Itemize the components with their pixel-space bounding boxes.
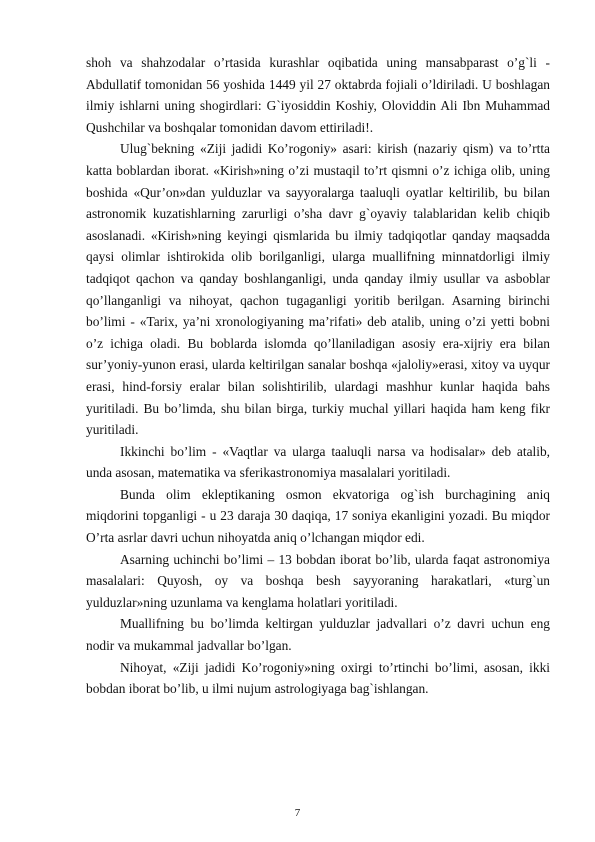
page-number: 7 [294, 807, 301, 819]
paragraph: Ulug`bekning «Ziji jadidi Ko’rogoniy» asari: kirish (nazariy qism) va to’rtta katta boblardan iborat. «Kirish»ning o’zi mustaqil to’rt qismni o’z ichiga olib, uning boshida «Qur’on»dan yulduzlar va sayyoralarga taaluqli oyatlar keltirilib, bu bilan astronomik kuzatishlarning zarurligi o’sha davr g`oyaviy talablaridan kelib chiqib asoslanadi. «Kirish»ning keyingi qismlarida bu ilmiy tadqiqotlar qanday maqsadda qaysi olimlar ishtirokida olib borilganligi, ularga muallifning minnatdorligi ilmiy tadqiqot qachon va qanday boshlanganligi, unda qanday ilmiy usullar va asboblar qo’llanganligi va nihoyat, qachon tugaganligi yoritib berilgan. Asarning birinchi bo’limi - «Tarix, ya’ni xronologiyaning ma’rifati» deb atalib, uning o’zi yetti bobni o’z ichiga oladi. Bu boblarda islomda qo’llaniladigan asosiy era-xijriy era bilan sur’yoniy-yunon erasi, ularda keltirilgan sanalar boshqa «jaloliy»erasi, xitoy va uyqur erasi, hind-forsiy eralar bilan solishtirilib, ulardagi mashhur kunlar haqida bahs yuritiladi. Bu bo’limda, shu bilan birga, turkiy muchal yillari haqida ham keng fikr yuritiladi. [86, 141, 550, 438]
paragraph: Nihoyat, «Ziji jadidi Ko’rogoniy»ning oxirgi to’rtinchi bo’limi, asosan, ikki bobdan iborat bo’lib, u ilmi nujum astrologiyaga bag`ishlangan. [86, 659, 550, 697]
paragraph: shoh va shahzodalar o’rtasida kurashlar oqibatida uning mansabparast o’g`li - Abdullatif tomonidan 56 yoshida 1449 yil 27 oktabrda fojiali o’ldiriladi. U boshlagan ilmiy ishlarni uning shogirdlari: G`iyosiddin Koshiy, Oloviddin Ali Ibn Muhammad Qushchilar va boshqalar tomonidan davom ettiriladi!. [86, 55, 550, 135]
paragraph: Bunda olim ekleptikaning osmon ekvatoriga og`ish burchagining aniq miqdorini topganligi - u 23 daraja 30 daqiqa, 17 soniya ekanligini yozadi. Bu miqdor O’rta asrlar davri uchun nihoyatda aniq o’lchangan miqdor edi. [86, 486, 550, 546]
paragraph: Muallifning bu bo’limda keltirgan yulduzlar jadvallari o’z davri uchun eng nodir va mukammal jadvallar bo’lgan. [86, 616, 550, 654]
paragraph: Asarning uchinchi bo’limi – 13 bobdan iborat bo’lib, ularda faqat astronomiya masalalari: Quyosh, oy va boshqa besh sayyoraning harakatlari, «turg`un yulduzlar»ning uzunlama va kenglama holatlari yoritiladi. [86, 551, 550, 610]
document-page [86, 52, 550, 700]
paragraph: Ikkinchi bo’lim - «Vaqtlar va ularga taaluqli narsa va hodisalar» deb atalib, unda asosan, matematika va sferikastronomiya masalalari yoritiladi. [86, 443, 550, 481]
